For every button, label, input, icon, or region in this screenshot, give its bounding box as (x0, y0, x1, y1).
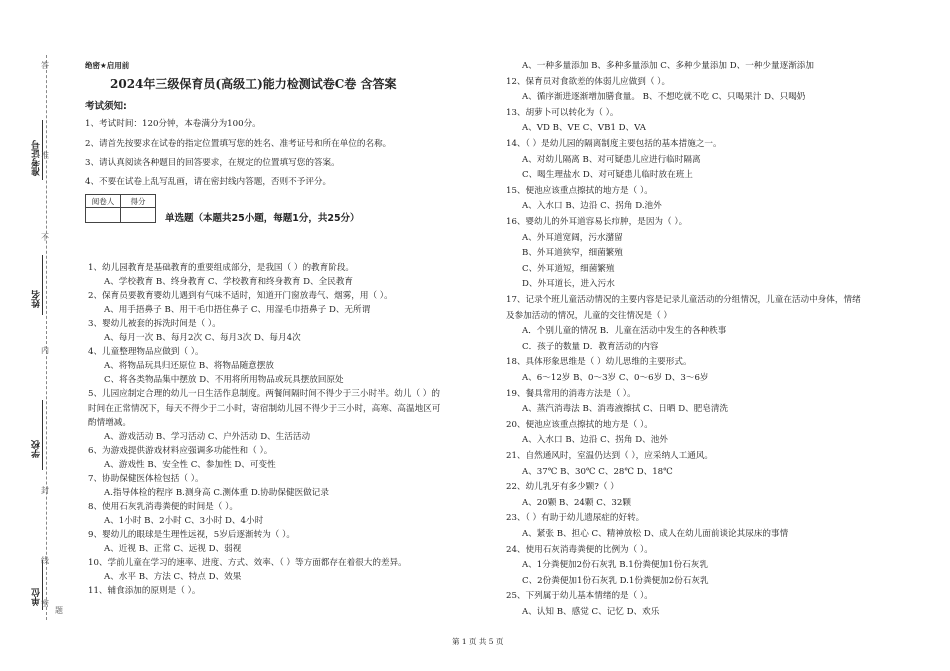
answer-option: C、将各类物品集中摆放 D、不用将所用物品或玩具摆放回原处 (104, 375, 344, 386)
notice-item: 3、请认真阅读各种题目的回答要求，在规定的位置填写您的答案。 (85, 158, 340, 168)
question-text: 1、幼儿园教育是基础教育的重要组成部分，是我国（ ）的教育阶段。 (88, 263, 355, 273)
answer-option: A、认知 B、感觉 C、记忆 D、欢乐 (522, 607, 660, 617)
question-text: 13、胡萝卜可以转化为（ ）。 (506, 107, 619, 118)
question-text: 4、儿童整理物品应做到（ ）。 (88, 347, 204, 358)
unit-label: 单位 (32, 588, 42, 606)
question-text: 7、协助保健医体检包括（ ）。 (88, 473, 204, 484)
reviewer-cell: 阅卷人 (86, 195, 121, 208)
seal-mark: 题 (55, 606, 63, 615)
question-text: 19、餐具常用的消毒方法是（ ）。 (506, 388, 636, 399)
answer-option: A、循序渐进逐渐增加膳食量。 B、不想吃就不吃 C、只喝果汁 D、只喝奶 (522, 92, 806, 103)
answer-option: A、水平 B、方法 C、特点 D、效果 (104, 572, 242, 583)
answer-option: A、6～12岁 B、0～3岁 C、0～6岁 D、3～6岁 (522, 373, 709, 383)
binding-margin (0, 0, 63, 671)
answer-option: A.指导体检的程序 B.测身高 C.测体重 D.协助保健医做记录 (104, 487, 329, 498)
seal-mark: 线 (41, 556, 49, 565)
answer-option: A、20颗 B、24颗 C、32颗 (522, 497, 631, 508)
answer-option: A、近视 B、正常 C、远视 D、弱视 (104, 544, 242, 554)
notice-item: 1、考试时间：120分钟，本卷满分为100分。 (85, 119, 261, 129)
question-text: 酌情增减。 (88, 417, 131, 428)
section-title: 单选题（本题共25小题，每题1分，共25分） (165, 213, 360, 224)
page-footer: 第 1 页 共 5 页 (452, 637, 504, 646)
question-text: 3、婴幼儿被套的拆洗时间是（ ）。 (88, 319, 221, 330)
answer-option: A、对幼儿隔离 B、对可疑患儿应进行临时隔离 (522, 154, 701, 165)
answer-option: A、VD B、VE C、VB1 D、VA (522, 123, 646, 134)
question-text: 23、（ ）有助于幼儿遗尿症的好转。 (506, 513, 645, 524)
question-text: 15、便池应该重点擦拭的地方是（ ）。 (506, 185, 653, 196)
question-text: 22、幼儿乳牙有多少颗?（ ） (506, 482, 619, 493)
answer-option: A、1小时 B、2小时 C、3小时 D、4小时 (104, 515, 264, 526)
answer-option: A、一种多量添加 B、多种多量添加 C、多种少量添加 D、一种少量逐渐添加 (522, 61, 814, 71)
question-text: 时间在正常情况下，每天不得少于二小时，寄宿制幼儿园不得少于三小时，高寒、高温地区可 (88, 403, 441, 414)
answer-option: A、入水口 B、边沿 C、拐角 D.池外 (522, 201, 662, 212)
answer-option: C、外耳道短，细菌繁殖 (522, 263, 615, 274)
question-text: 24、使用石灰消毒粪便的比例为（ ）。 (506, 544, 653, 555)
answer-option: A、游戏活动 B、学习活动 C、户外活动 D、生活活动 (104, 431, 311, 442)
answer-option: A、蒸汽消毒法 B、消毒液擦拭 C、日晒 D、肥皂清洗 (522, 404, 729, 415)
question-text: 14、（ ）是幼儿园的隔离制度主要包括的基本措施之一。 (506, 139, 722, 149)
answer-option: A、外耳道宽阔，污水潴留 (522, 232, 623, 243)
seal-mark: 封 (41, 486, 49, 495)
answer-option: C、喝生理盐水 D、对可疑患儿临时放在班上 (522, 170, 693, 181)
score-cell: 得分 (121, 195, 156, 208)
question-text: 17、记录个班儿童活动情况的主要内容是记录儿童活动的分组情况，儿童在活动中身体，情绪 (506, 295, 861, 305)
answer-option: A、游戏性 B、安全性 C、参加性 D、可变性 (104, 459, 276, 470)
seal-mark: 内 (41, 346, 49, 355)
question-text: 20、便池应该重点擦拭的地方是（ ）。 (506, 419, 653, 430)
answer-option: C、2份粪便加1份石灰乳 D.1份粪便加2份石灰乳 (522, 575, 709, 586)
name-label: 姓名 (32, 290, 42, 308)
seal-mark: 准 (41, 151, 49, 160)
answer-option: D、外耳道长，进入污水 (522, 279, 615, 290)
question-text: 5、儿园应制定合理的幼儿一日生活作息制度。两餐间隔时间不得少于三小时半。幼儿（ ）的 (88, 389, 440, 400)
answer-option: B、外耳道狭窄，细菌繁殖 (522, 248, 623, 259)
score-box (85, 194, 156, 223)
seal-mark: 答 (41, 61, 49, 70)
notice-item: 4、不要在试卷上乱写乱画，请在密封线内答题，否则不予评分。 (85, 177, 332, 187)
question-text: 及参加活动的情况，儿童的交往情况是（ ） (506, 310, 673, 321)
name-line (42, 255, 43, 315)
score-blank[interactable] (121, 208, 156, 223)
confidential-stamp: 绝密★启用前 (85, 61, 130, 70)
reviewer-blank[interactable] (86, 208, 121, 223)
answer-option: A、学校教育 B、终身教育 C、学校教育和终身教育 D、全民教育 (104, 277, 354, 288)
question-text: 11、辅食添加的原则是（ ）。 (88, 586, 201, 597)
question-text: 2、保育员要教育婴幼儿遇到有气味不适时，知道开门窗放毒气、烟雾，用（ ）。 (88, 291, 393, 302)
notice-item: 2、请首先按要求在试卷的指定位置填写您的姓名、准考证号和所在单位的名称。 (85, 139, 392, 149)
answer-option: A、37℃ B、30℃ C、28℃ D、18℃ (522, 466, 673, 477)
question-text: 12、保育员对食欲差的体弱儿应做到（ ）。 (506, 76, 671, 87)
seal-mark: 不 (41, 233, 49, 242)
seal-mark: 密 (41, 599, 49, 608)
school-label: 学校 (32, 440, 42, 458)
question-text: 9、婴幼儿的眼球是生理性远视，5岁后逐渐转为（ ）。 (88, 529, 296, 540)
question-text: 10、学前儿童在学习的速率、进度、方式、效率、（ ）等方面都存在着很大的差异。 (88, 558, 407, 569)
question-text: 6、为游戏提供游戏材料应强调多功能性和（ ）。 (88, 445, 273, 456)
answer-option: A、用手捂鼻子 B、用干毛巾捂住鼻子 C、用湿毛巾捂鼻子 D、无所谓 (104, 305, 371, 316)
exam-id-label: 准考证号 (32, 140, 42, 176)
answer-option: A、每月一次 B、每月2次 C、每月3次 D、每月4次 (104, 333, 301, 344)
seal-line (46, 55, 47, 620)
school-line (42, 400, 43, 470)
question-text: 16、婴幼儿的外耳道容易长疖肿，是因为（ ）。 (506, 217, 688, 227)
question-text: 21、自然通风时，室温仍达到（ ），应采纳人工通风。 (506, 451, 714, 461)
page-title: 2024年三级保育员(高级工)能力检测试卷C卷 含答案 (110, 77, 397, 91)
question-text: 18、具体形象思维是（ ）幼儿思维的主要形式。 (506, 357, 692, 368)
answer-option: A、将物品玩具归还原位 B、将物品随意摆放 (104, 361, 274, 372)
notice-heading: 考试须知: (85, 101, 127, 112)
question-text: 25、下列属于幼儿基本情绪的是（ ）。 (506, 591, 653, 602)
answer-option: C．孩子的数量 D．教育活动的内容 (522, 341, 659, 352)
answer-option: A、紧张 B、担心 C、精神放松 D、成人在幼儿面前谈论其尿床的事情 (522, 529, 789, 539)
question-text: 8、使用石灰乳消毒粪便的时间是（ ）。 (88, 501, 238, 512)
answer-option: A、1分粪便加2份石灰乳 B.1份粪便加1份石灰乳 (522, 560, 708, 571)
answer-option: A．个别儿童的情况 B．儿童在活动中发生的各种秩事 (522, 326, 727, 337)
answer-option: A、入水口 B、边沿 C、拐角 D、池外 (522, 435, 668, 446)
